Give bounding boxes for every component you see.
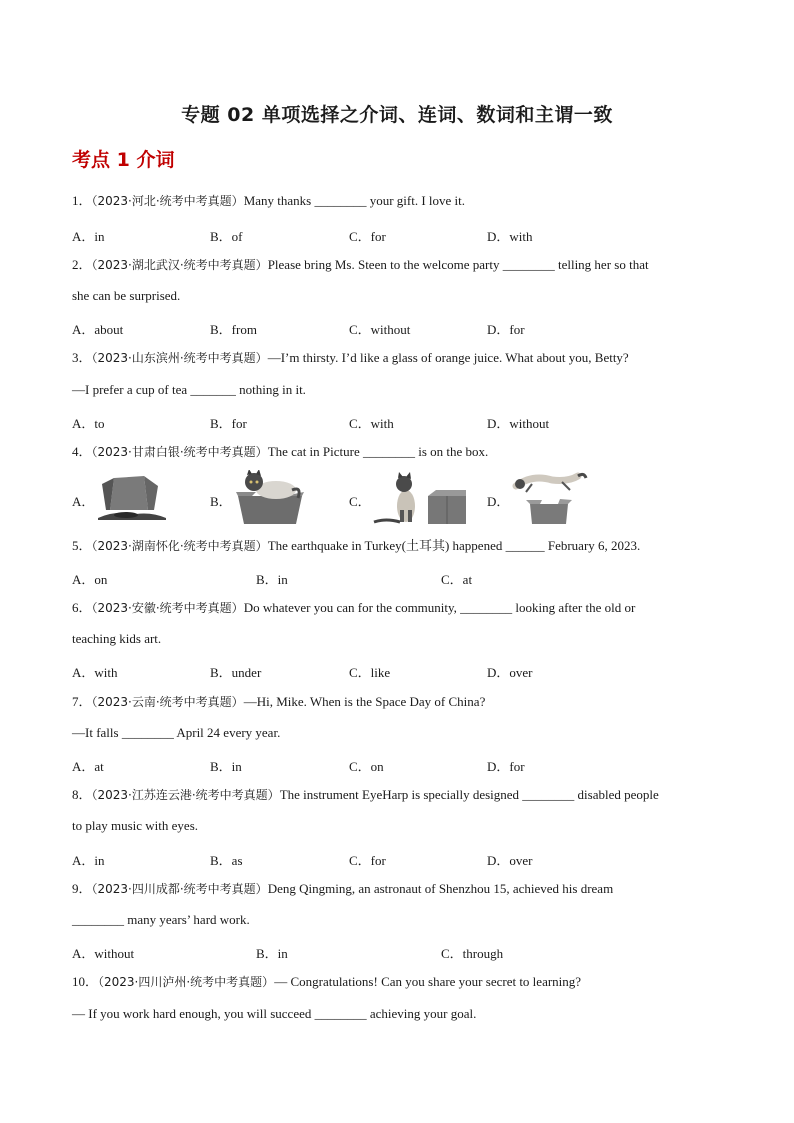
option-d[interactable]: D．with: [487, 229, 533, 244]
question-source: （2023·山东滨州·统考中考真题）: [91, 351, 268, 365]
question-source: （2023·河北·统考中考真题）: [91, 194, 244, 208]
picture-cat-beside-box: [372, 470, 468, 526]
question-text: Many thanks ________ your gift. I love it.: [243, 193, 466, 208]
picture-cat-over-box: [512, 470, 588, 526]
option-d[interactable]: D．for: [487, 759, 525, 774]
option-b[interactable]: B．under: [210, 665, 262, 680]
option-c[interactable]: C．for: [349, 853, 386, 868]
option-b[interactable]: B．of: [210, 229, 243, 244]
question-source: （2023·甘肃白银·统考中考真题）: [91, 445, 268, 459]
option-b[interactable]: B．in: [256, 946, 288, 961]
option-a[interactable]: A．with: [72, 665, 118, 680]
question-6: [72, 600, 635, 616]
option-a[interactable]: A．about: [72, 322, 124, 337]
question-text: The cat in Picture ________ is on the box.: [267, 444, 489, 459]
question-text: Please bring Ms. Steen to the welcome party ________ telling her so that: [267, 257, 649, 272]
question-10: [72, 974, 581, 990]
question-2: [72, 257, 649, 273]
question-text: Deng Qingming, an astronaut of Shenzhou 15, achieved his dream: [267, 881, 614, 896]
question-9: [72, 881, 613, 897]
question-source: （2023·四川成都·统考中考真题）: [91, 882, 268, 896]
question-number: 2．: [72, 257, 92, 272]
option-a[interactable]: A．without: [72, 946, 135, 961]
page-title: 专题 02 单项选择之介词、连词、数词和主谓一致: [181, 104, 613, 126]
question-text: —Hi, Mike. When is the Space Day of China?: [243, 694, 486, 709]
question-source: （2023·四川泸州·统考中考真题）: [98, 975, 275, 989]
question-text-continued: ________ many years’ hard work.: [72, 912, 250, 927]
question-8: [72, 787, 659, 803]
question-text: Do whatever you can for the community, ________ looking after the old or: [243, 600, 636, 615]
option-c[interactable]: C．like: [349, 665, 391, 680]
question-text-continued: she can be surprised.: [72, 288, 181, 303]
option-d[interactable]: D．: [487, 494, 510, 509]
option-b[interactable]: B．: [210, 494, 232, 509]
option-a[interactable]: A．in: [72, 229, 105, 244]
question-number: 8．: [72, 787, 92, 802]
option-c[interactable]: C．on: [349, 759, 384, 774]
option-a[interactable]: A．at: [72, 759, 104, 774]
question-text-continued: —I prefer a cup of tea _______ nothing in it.: [72, 382, 306, 397]
question-number: 7．: [72, 694, 92, 709]
question-5: [72, 538, 640, 554]
picture-cat-in-box: [236, 470, 304, 526]
question-source: （2023·江苏连云港·统考中考真题）: [91, 788, 280, 802]
option-d[interactable]: D．without: [487, 416, 550, 431]
question-text-continued: to play music with eyes.: [72, 818, 199, 833]
section-title: 考点 1 介词: [72, 149, 175, 171]
question-number: 1．: [72, 193, 92, 208]
question-4: [72, 444, 488, 460]
option-a[interactable]: A．to: [72, 416, 105, 431]
option-b[interactable]: B．in: [256, 572, 288, 587]
option-a[interactable]: A．: [72, 494, 95, 509]
option-b[interactable]: B．as: [210, 853, 243, 868]
option-b[interactable]: B．for: [210, 416, 247, 431]
option-d[interactable]: D．for: [487, 322, 525, 337]
option-c[interactable]: C．for: [349, 229, 386, 244]
picture-cat-under-box: [96, 474, 168, 522]
question-source: （2023·安徽·统考中考真题）: [91, 601, 244, 615]
question-text: — Congratulations! Can you share your secret to learning?: [274, 974, 582, 989]
question-text: The instrument EyeHarp is specially designed ________ disabled people: [279, 787, 659, 802]
question-number: 6．: [72, 600, 92, 615]
question-source: （2023·湖南怀化·统考中考真题）: [91, 539, 268, 553]
question-3: [72, 350, 629, 366]
option-c[interactable]: C．at: [441, 572, 473, 587]
question-text: The earthquake in Turkey(土耳其) happened ______ February 6, 2023.: [267, 538, 641, 553]
question-source: （2023·云南·统考中考真题）: [91, 695, 244, 709]
question-number: 4．: [72, 444, 92, 459]
question-7: [72, 694, 485, 710]
option-c[interactable]: C．with: [349, 416, 394, 431]
option-b[interactable]: B．in: [210, 759, 242, 774]
option-d[interactable]: D．over: [487, 853, 533, 868]
question-number: 3．: [72, 350, 92, 365]
question-number: 10．: [72, 974, 99, 989]
option-a[interactable]: A．on: [72, 572, 108, 587]
question-number: 5．: [72, 538, 92, 553]
question-text: —I’m thirsty. I’d like a glass of orange juice. What about you, Betty?: [267, 350, 629, 365]
option-c[interactable]: C．without: [349, 322, 411, 337]
option-d[interactable]: D．over: [487, 665, 533, 680]
question-text-continued: — If you work hard enough, you will succeed ________ achieving your goal.: [72, 1006, 477, 1021]
question-text-continued: teaching kids art.: [72, 631, 162, 646]
question-number: 9．: [72, 881, 92, 896]
question-1: [72, 193, 465, 209]
option-b[interactable]: B．from: [210, 322, 257, 337]
option-c[interactable]: C．: [349, 494, 371, 509]
question-source: （2023·湖北武汉·统考中考真题）: [91, 258, 268, 272]
option-c[interactable]: C．through: [441, 946, 504, 961]
question-text-continued: —It falls ________ April 24 every year.: [72, 725, 281, 740]
option-a[interactable]: A．in: [72, 853, 105, 868]
